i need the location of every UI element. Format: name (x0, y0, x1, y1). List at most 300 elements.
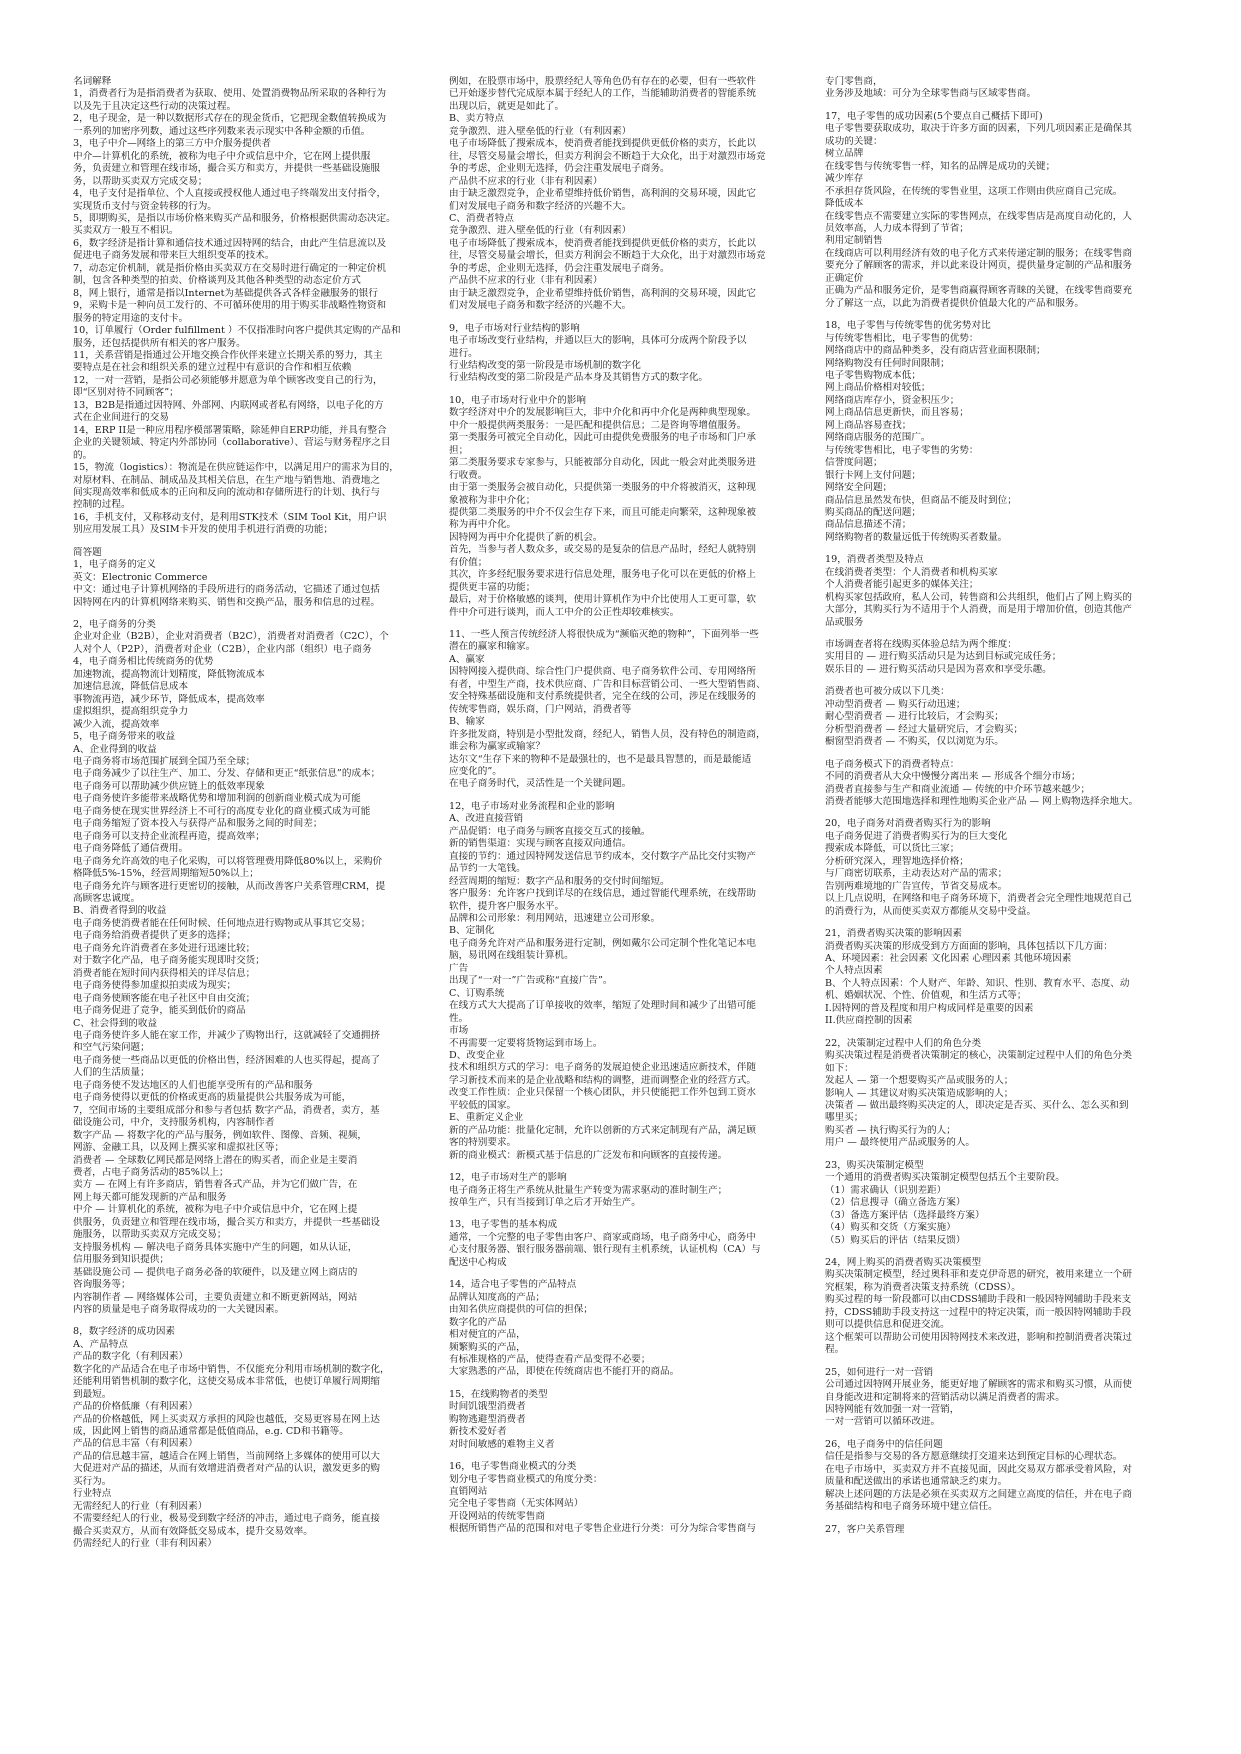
text-line: 购买商品的配送问题； (825, 506, 921, 518)
text-line: 完全电子零售商（无实体网站） (449, 1498, 584, 1510)
text-line: 搜索成本降低，可以货比三家； (825, 843, 960, 855)
text-line: 购买者 — 执行购买行为的人； (825, 1124, 956, 1136)
text-line: 其次，许多经纪服务要求进行信息处理，服务电子化可以在更低的价格上 (449, 569, 756, 581)
text-line: 电子商务减少了以往生产、加工、分发、存储和更正“纸张信息”的成本； (73, 768, 381, 780)
text-line: 大促进对产品的描述，从而有效增进消费者对产品的认识，激发更多的购 (73, 1463, 380, 1475)
text-line: 以上几点说明，在网络和电子商务环境下，消费者会完全理性地规范自己 (825, 893, 1132, 905)
text-line: B、消费者得到的收益 (73, 905, 167, 917)
text-line: 电子市场降低了搜索成本，使消费者能找到提供更低价格的卖方，长此以 (449, 138, 756, 150)
text-line: 27，客户关系管理 (825, 1523, 905, 1535)
text-line: 3，电子中介—网络上的第三方中介服务提供者 (73, 138, 271, 150)
text-line: 19，消费者类型及特点 (825, 554, 924, 566)
text-line: 分了解这一点，以此为消费者提供价值最大化的产品和服务。 (825, 297, 1085, 309)
text-line: 到最短。 (73, 1388, 112, 1400)
paragraph-gap (825, 629, 1165, 639)
text-line: 中介一般提供两类服务：一是匹配和提供信息；二是咨询等增值服务。 (449, 419, 747, 431)
text-line: 由于缺乏激烈竞争，企业希望维持低价销售，高利润的交易环境，因此它 (449, 287, 756, 299)
paragraph-gap (449, 1209, 789, 1219)
text-line: A、环境因素：社会因素 文化因素 心理因素 其他环境因素 (825, 953, 1072, 964)
text-line: 7，动态定价机制，就是指价格由买卖双方在交易时进行确定的一种定价机 (73, 262, 387, 274)
text-line: 5，电子商务带来的收益 (73, 731, 176, 743)
text-line: 实现货币支付与资金转移的行为。 (73, 200, 217, 212)
text-line: 2，电子现金，是一种以数据形式存在的现金货币，它把现金数值转换成为 (73, 113, 387, 125)
text-line: 7，空间市场的主要组成部分和参与者包括 数字产品，消费者，卖方，基 (73, 1104, 380, 1116)
text-line: 利用定制销售 (825, 235, 883, 247)
text-line: 企业的关键领域、特定内外部协同（collaborative）、营运与财务程序之目 (73, 437, 391, 449)
paragraph-gap (825, 749, 1165, 759)
text-line: 14，适合电子零售的产品特点 (449, 1279, 577, 1291)
text-line: 15，在线购物者的类型 (449, 1388, 548, 1400)
text-line: 消费者 — 全球数亿网民都是网络上潜在的购买者，而企业是主要消 (73, 1154, 358, 1166)
text-line: 产品的信息越丰富，越适合在网上销售，当前网络上多媒体的使用可以大 (73, 1450, 380, 1462)
text-line: 消费者直接参与生产和商业流通 — 传统的中介环节越来越少； (825, 783, 1091, 795)
text-line: 一对一营销可以循环改进。 (825, 1416, 941, 1428)
text-line: 担； (449, 444, 469, 456)
text-line: 公司通过因特网开展业务，能更好地了解顾客的需求和购买习惯，从而使 (825, 1379, 1132, 1391)
text-line: 不同的消费者从大众中慢慢分离出来 — 形成各个细分市场； (825, 771, 1081, 783)
text-line: 内容制作者 — 网络媒体公司，主要负责建立和不断更新网站，网站 (73, 1291, 358, 1303)
paragraph-gap (825, 310, 1165, 320)
text-line: 不需要经纪人的行业，极易受到数字经济的冲击，通过电子商务，能直接 (73, 1513, 380, 1525)
text-line: 咨询服务等； (73, 1279, 131, 1291)
text-line: 因特网为再中介化提供了新的机会。 (449, 531, 603, 543)
text-line: （4）购买和交货（方案实施） (825, 1222, 956, 1234)
text-line: 15，物流（logistics）：物流是在供应链运作中，以满足用户的需求为目的， (73, 462, 399, 474)
text-line: 18，电子零售与传统零售的优劣势对比 (825, 320, 991, 332)
text-line: 数字产品 — 将数字化的产品与服务，例如软件、图像、音频、视频， (73, 1129, 367, 1141)
text-line: 仍需经纪人的行业（非有利因素） (73, 1538, 217, 1550)
text-line: 行业结构改变的第一阶段是市场机制的数字化 (449, 359, 641, 371)
text-line: 行收费。 (449, 469, 488, 481)
text-line: 电子商务允许与顾客进行更密切的接触，从而改善客户关系管理CRM，提 (73, 880, 386, 892)
text-line: 购买决策制定模型，经过奥科菲和麦克伊奇恩的研究，被用来建立一个研 (825, 1269, 1132, 1281)
text-line: 有标准规格的产品，使得查看产品变得不必要； (449, 1353, 651, 1365)
text-line: 消费者购买决策的形成受到方方面面的影响，具体包括以下几方面： (825, 940, 1113, 952)
text-line: 购买决策过程是消费者决策制定的核心，决策制定过程中人们的角色分类 (825, 1050, 1132, 1062)
text-line: 哪里买； (825, 1112, 864, 1124)
text-line: 银行卡网上支付问题； (825, 469, 921, 481)
text-line: 品节约一大笔钱。 (449, 863, 526, 875)
text-line: 由知名供应商提供的可信的担保； (449, 1304, 593, 1316)
text-line: 直销网站 (449, 1486, 488, 1498)
paragraph-gap (825, 1514, 1165, 1524)
text-line: 新的产品功能：批量化定制，允许以创新的方式来定制现有产品，满足顾 (449, 1124, 756, 1136)
text-line: 数字经济对中介的发展影响巨大，非中介化和再中介化是两种典型现象。 (449, 407, 756, 419)
text-line: 树立品牌 (825, 148, 864, 160)
text-line: 数字化的产品适合在电子市场中销售，不仅能充分利用市场机制的数字化， (73, 1363, 390, 1375)
text-line: 争的考虑，企业则无选择，仍会注重发展电子商务。 (449, 262, 670, 274)
text-line: 信誉度问题； (825, 457, 883, 469)
text-line: 个人消费者能引起更多的媒体关注； (825, 579, 979, 591)
text-line: 的。 (73, 449, 93, 461)
paragraph-gap (449, 1379, 789, 1389)
paragraph-gap (825, 808, 1165, 818)
text-line: 们对发展电子商务和数字经济的兴趣不大。 (449, 200, 632, 212)
text-line: 平较低的国家。 (449, 1099, 517, 1111)
text-line: 控制的过程。 (73, 499, 131, 511)
text-line: 谁会称为赢家或输家？ (449, 741, 545, 753)
text-line: 电子商务使得以更低的价格或更高的质量提供公共服务成为可能， (73, 1092, 352, 1104)
text-line: 产品的价格低廉（有利因素） (73, 1401, 198, 1413)
text-line: 础设施公司，中介，支持服务机构，内容制作者 (73, 1117, 275, 1129)
text-line: 1，电子商务的定义 (73, 559, 156, 571)
text-line: 大部分，其购买行为不适用于个人消费，而是用于增加价值，创造其他产 (825, 604, 1132, 616)
text-line: 买卖双方一般互不相识。 (73, 225, 179, 237)
text-line: 9，电子市场对行业结构的影响 (449, 322, 580, 334)
text-line: 网上每天都可能发现新的产品和服务 (73, 1191, 227, 1203)
text-line: 潜在的赢家和输家。 (449, 641, 536, 653)
text-line: 最后，对于价格敏感的谈判，使用计算机作为中介比使用人工更可靠，软 (449, 594, 756, 606)
text-line: 11、一些人预言传统经济人将很快成为“濒临灭绝的物种”，下面列举一些 (449, 629, 759, 641)
text-line: 电子商务允许高效的电子化采购，可以将管理费用降低80%以上，采购价 (73, 855, 383, 867)
text-line: 客户服务：允许客户找到详尽的在线信息，通过智能代理系统，在线帮助 (449, 888, 756, 900)
text-line: 经营周期的缩短：数字产品和服务的交付时间缩短。 (449, 875, 670, 887)
text-line: 竞争激烈、进入壁垒低的行业（有利因素） (449, 225, 632, 237)
text-line: B、输家 (449, 716, 485, 728)
text-line: C、订购系统 (449, 987, 505, 999)
text-line: 25，如何进行一对一营销 (825, 1366, 934, 1378)
text-line: A、产品特点 (73, 1338, 128, 1350)
text-line: 在线方式大大提高了订单接收的效率，缩短了处理时间和减少了出错可能 (449, 1000, 756, 1012)
paragraph-gap (73, 537, 413, 547)
text-line: 行业结构改变的第二阶段是产品本身及其销售方式的数字化。 (449, 372, 709, 384)
text-line: 16，电子零售商业模式的分类 (449, 1461, 577, 1473)
text-line: 学习新技术而来的是企业战略和结构的调整，进而调整企业的经营方式。 (449, 1074, 756, 1086)
text-line: 已开始逐步替代完成原本属于经纪人的工作，当能辅助消费者的智能系统 (449, 88, 756, 100)
text-line: 8，数字经济的成功因素 (73, 1326, 176, 1338)
text-line: A、赢家 (449, 653, 485, 665)
text-line: 电子商务正将生产系统从批量生产转变为需求驱动的准时制生产； (449, 1184, 728, 1196)
text-line: I.因特网的普及程度和用户构成同样是重要的因素 (825, 1002, 1034, 1014)
text-line: 提供更丰富的功能； (449, 581, 536, 593)
text-line: D、改变企业 (449, 1049, 505, 1061)
text-line: 一系列的加密序列数，通过这些序列数来表示现实中各种金额的币值。 (73, 125, 371, 137)
text-line: 由于第一类服务会被自动化，只提供第一类服务的中介将被消灭，这种现 (449, 482, 756, 494)
text-line: 网络购物没有任何时间限制； (825, 357, 950, 369)
text-line: 分析研究深入，理智地选择价格； (825, 855, 969, 867)
text-line: 广告 (449, 962, 469, 974)
text-line: 行业特点 (73, 1488, 112, 1500)
text-line: 14，ERP II是一种应用程序模部署策略，除延伸自ERP功能，并具有整合 (73, 424, 387, 436)
text-line: 机构买家包括政府，私人公司，转售商和公共组织，他们占了网上购买的 (825, 591, 1132, 603)
text-line: 软件，提升客户服务水平。 (449, 900, 565, 912)
text-line: 企业对企业（B2B），企业对消费者（B2C），消费者对消费者（C2C），个 (73, 631, 389, 643)
text-line: 市场 (449, 1025, 469, 1037)
text-line: 员效率高，人力成本得到了节省； (825, 222, 969, 234)
text-line: 供服务，负责建立和管理在线市场，撮合买方和卖方，并提供一些基础设 (73, 1216, 380, 1228)
text-column-right (825, 76, 1165, 1736)
text-line: 22，决策制定过程中人们的角色分类 (825, 1037, 982, 1049)
text-line: 与传统零售相比，电子零售的劣势： (825, 444, 979, 456)
text-line: 出现了“一对一”广告或称“直接广告”。 (449, 975, 613, 987)
paragraph-gap (825, 918, 1165, 928)
text-line: 消费者能够大范围地选择和理性地购买企业产品 — 网上购物选择余地大。 (825, 796, 1139, 808)
text-line: 9，采购卡是一种向员工发行的、不可循环使用的用于购买非战略性物资和 (73, 300, 387, 312)
text-line: 品牌和公司形象：利用网站，迅速建立公司形象。 (449, 913, 661, 924)
text-line: 有者，中型生产商，技术供应商、广告和目标营销公司、一些大型销售商、 (449, 678, 766, 690)
text-line: 23，购买决策制定模型 (825, 1159, 924, 1171)
text-line: 电子商务使消费者能在任何时候、任何地点进行购物或从事其它交易； (73, 917, 371, 929)
text-line: 加速物流，提高物流计划精度，降低物流成本 (73, 668, 265, 680)
text-line: 网上商品价格相对较低； (825, 382, 931, 394)
text-line: 还能利用销售机制的数字化，这使交易成本非常低，也使订单履行周期缩 (73, 1376, 380, 1388)
text-line: 要充分了解顾客的需求，并以此来设计网页，提供量身定制的产品和服务 (825, 260, 1132, 272)
text-line: 基础设施公司 — 提供电子商务必备的软硬件，以及建立网上商店的 (73, 1266, 358, 1278)
text-line: 式在企业间进行的交易 (73, 412, 169, 424)
text-line: 事物流再造，减少环节，降低成本，提高效率 (73, 693, 265, 705)
text-line: 产品的价格越低，网上买卖双方承担的风险也越低，交易更容易在网上达 (73, 1413, 380, 1425)
text-line: 决策者 — 做出最终购买决定的人，即决定是否买、买什么、怎么买和到 (825, 1099, 1129, 1111)
paragraph-gap (825, 1247, 1165, 1257)
text-line: A、企业得到的收益 (73, 743, 157, 755)
text-line: 1，消费者行为是指消费者为获取、使用、处置消费物品所采取的各种行为 (73, 88, 387, 100)
text-line: 简答题 (73, 546, 102, 558)
text-line: 10，订单履行（Order fulfillment ）不仅指准时向客户提供其定购的产品和 (73, 325, 401, 337)
text-line: 电子商务促进了消费者购买行为的巨大变化 (825, 830, 1008, 842)
text-line: 电子商务降低了通信费用。 (73, 843, 189, 855)
text-line: 商品信息虽然发布快，但商品不能及时到位； (825, 494, 1017, 506)
text-line: 别应用发展工具）及SIM卡开发的使用手机进行消费的功能； (73, 524, 334, 536)
text-line: 配送中心构成 (449, 1256, 507, 1268)
text-line: 们对发展电子商务和数字经济的兴趣不大。 (449, 300, 632, 312)
text-line: 名词解释 (73, 76, 112, 87)
text-line: 消费者能在短时间内获得相关的详尽信息； (73, 967, 256, 979)
text-line: （2）信息搜寻（确立备选方案） (825, 1197, 966, 1209)
text-line: 11，关系营销是指通过公开地交换合作伙伴来建立长期关系的努力，其主 (73, 349, 383, 361)
text-line: 信用服务到知识提供； (73, 1254, 169, 1266)
text-line: 格降低5%-15%，经营周期缩短50%以上； (73, 868, 259, 880)
text-line: 网上商品容易查找； (825, 419, 912, 431)
text-line: 大家熟悉的产品，即使在传统商店也不能打开的商品。 (449, 1366, 680, 1378)
text-line: 网游、金融工具，以及网上撰买家和虚拟社区等； (73, 1142, 285, 1154)
text-line: 10，电子市场对行业中介的影响 (449, 394, 586, 406)
text-line: 人们的生活质量； (73, 1067, 150, 1079)
text-line: 费者，占电子商务活动的85%以上； (73, 1166, 229, 1178)
text-line: 自身能改进和定制将来的营销活动以满足消费者的需求。 (825, 1391, 1065, 1403)
paragraph-gap (449, 1451, 789, 1461)
text-line: 时间饥饿型消费者 (449, 1401, 526, 1413)
text-line: 解决上述问题的方法是必须在买卖双方之间建立高度的信任，并在电子商 (825, 1488, 1132, 1500)
text-line: （1）需求确认（识别差距） (825, 1184, 947, 1196)
text-line: 对于数字化产品，电子商务能实现即时交货； (73, 955, 265, 967)
text-line: 务基础结构和电子商务环境中建立信任。 (825, 1501, 998, 1513)
text-line: 品牌认知度高的产品； (449, 1291, 545, 1303)
text-line: 电子零售要获取成功，取决于许多方面的因素，下列几项因素正是确保其 (825, 123, 1132, 135)
text-line: 因特网在内的计算机网络来购买、销售和交换产品，服务和信息的过程。 (73, 596, 380, 608)
text-line: C、社会得到的收益 (73, 1017, 158, 1029)
text-line: 13，B2B是指通过因特网、外部网、内联网或者私有网络，以电子化的方 (73, 399, 384, 411)
text-line: 如下： (825, 1062, 854, 1074)
text-line: 进行。 (449, 347, 478, 359)
text-line: 分析型消费者 — 经过大量研究后，才会购买； (825, 723, 1023, 735)
text-line: 性。 (449, 1012, 469, 1024)
text-line: 务，负责建立和管理在线市场，撮合买方和卖方，并提供一些基础设施服 (73, 163, 380, 175)
paragraph-gap (825, 1429, 1165, 1439)
text-column-middle (449, 76, 789, 1736)
text-line: 质量和配送做出的承诺也通常缺乏约束力。 (825, 1476, 1008, 1488)
text-line: B、个人特点因素：个人财产、年龄、知识、性别、教育水平、态度、动 (825, 977, 1130, 989)
text-line: 持，CDSS辅助手段支持这一过程中的特定决策，而一般因特网辅助手段 (825, 1306, 1132, 1318)
text-line: 产品供不应求的行业（非有利因素） (449, 175, 603, 187)
text-line: 由于缺乏激烈竞争，企业希望维持低价销售，高利润的交易环境，因此它 (449, 188, 756, 200)
text-line: 8，网上银行，通常是指以Internet为基础提供各式各样金融服务的银行 (73, 287, 378, 299)
text-line: C、消费者特点 (449, 212, 514, 224)
text-line: 有价值； (449, 556, 488, 568)
text-line: 减少入流，提高效率 (73, 718, 160, 730)
text-line: 例如，在股票市场中，股票经纪人等角色仍有存在的必要，但有一些软件 (449, 76, 756, 87)
text-line: 机、婚姻状况、个性、价值观，和生活方式等； (825, 990, 1027, 1002)
text-line: 改变工作性质：企业只保留一个核心团队，并只使能把工作外包到工资水 (449, 1087, 756, 1099)
text-line: 数字化的产品 (449, 1316, 507, 1328)
text-line: 则可以提供信息和促进交流。 (825, 1319, 950, 1331)
text-line: 新的商业模式：新模式基于信息的广泛发布和向顾客的直接传递。 (449, 1149, 728, 1161)
text-line: 5，即期购买，是指以市场价格来购买产品和服务，价格根据供需动态决定。 (73, 212, 396, 224)
text-line: 降低成本 (825, 198, 864, 210)
text-line: 服务，还包括提供所有相关的客户服务。 (73, 337, 246, 349)
text-line: 开设网站的传统零售商 (449, 1510, 545, 1522)
text-column-left (73, 76, 413, 1736)
text-line: 告别两难境地的广告宣传，节省交易成本。 (825, 880, 1008, 892)
text-line: 支持服务机构 — 解决电子商务具体实施中产生的问题，如从认证， (73, 1241, 358, 1253)
text-line: 件中介可进行谈判，而人工中介的公正性却较难核实。 (449, 606, 680, 618)
text-line: 网络购物者的数量远低于传统购买者数量。 (825, 531, 1008, 543)
paragraph-gap (449, 313, 789, 323)
paragraph-gap (825, 544, 1165, 554)
paragraph-gap (825, 101, 1165, 111)
text-line: 网上商品信息更新快，而且容易； (825, 407, 969, 419)
text-line: 加速信息流，降低信息成本 (73, 681, 189, 693)
text-line: 因特网能有效加强一对一营销， (825, 1403, 960, 1415)
text-line: 虚拟组织，提高组织竞争力 (73, 706, 189, 718)
text-line: 电子商务给消费者提供了更多的选择； (73, 930, 237, 942)
text-line: 究框架，称为消费者决策支持系统（CDSS）。 (825, 1281, 1021, 1293)
text-line: 商品信息描述不清； (825, 519, 912, 531)
text-line: 13，电子零售的基本构成 (449, 1219, 558, 1231)
text-line: 12，电子市场对业务流程和企业的影响 (449, 800, 615, 812)
text-line: 通常，一个完整的电子零售由客户、商家或商场，电子商务中心，商务中 (449, 1231, 756, 1243)
text-line: 6，数字经济是指计算和通信技术通过因特网的结合，由此产生信息流以及 (73, 237, 387, 249)
text-line: 电子商务可以支持企业流程再造，提高效率； (73, 830, 265, 842)
text-line: 无需经纪人的行业（有利因素） (73, 1500, 208, 1512)
text-line: 往，尽管交易量会增长，但卖方利润会不断趋于大众化，出于对激烈市场竞 (449, 150, 766, 162)
text-line: 一个通用的消费者购买决策制定模型包括五个主要阶段。 (825, 1172, 1065, 1184)
text-line: 4，电子商务相比传统商务的优势 (73, 656, 214, 668)
text-line: 不承担存货风险，在传统的零售业里，这项工作则由供应商自己完成。 (825, 185, 1123, 197)
text-line: 电子商务使许多人能在家工作，并减少了购物出行，这就减轻了交通拥挤 (73, 1029, 380, 1041)
text-line: 的消费行为，从而使买卖双方都能从交易中受益。 (825, 905, 1037, 917)
text-line: 争的考虑，企业则无选择，仍会注重发展电子商务。 (449, 163, 670, 175)
text-line: 在电子商务时代，灵活性是一个关键问题。 (449, 778, 632, 790)
text-line: 业务涉及地域：可分为全球零售商与区域零售商。 (825, 88, 1037, 100)
text-line: 在线零售与传统零售一样，知名的品牌是成功的关键； (825, 160, 1056, 172)
text-line: 电子商务允许消费者在多处进行迅速比较； (73, 942, 256, 954)
text-line: 专门零售商， (825, 76, 883, 87)
text-line: 电子零售购物成本低； (825, 369, 921, 381)
text-line: 内容的质量是电子商务取得成功的一大关键因素。 (73, 1303, 285, 1315)
text-line: 程。 (825, 1344, 845, 1356)
text-line: 第一类服务可被完全自动化，因此可由提供免费服务的电子市场和门户承 (449, 432, 756, 444)
text-line: （5）购买后的评估（结果反馈） (825, 1234, 966, 1246)
text-line: 购买过程的每一阶段都可以由CDSS辅助手段和一般因特网辅助手段来支 (825, 1294, 1132, 1306)
text-line: 与厂商密切联系，主动表达对产品的需求； (825, 868, 1008, 880)
text-line: 在线消费者类型：个人消费者和机构买家 (825, 566, 998, 578)
text-line: 电子商务使不发达地区的人们也能享受所有的产品和服务 (73, 1079, 313, 1091)
text-line: 根据所销售产品的范围和对电子零售企业进行分类：可分为综合零售商与 (449, 1523, 756, 1535)
text-line: 产品供不应求的行业（非有利因素） (449, 275, 603, 287)
text-line: 20，电子商务对消费者购买行为的影响 (825, 818, 991, 830)
text-line: E、重新定义企业 (449, 1112, 524, 1124)
text-line: 达尔文“生存下来的物种不是最强壮的，也不是最具智慧的，而是最能适 (449, 753, 752, 765)
paragraph-gap (73, 1316, 413, 1326)
text-line: 12，电子市场对生产的影响 (449, 1172, 567, 1184)
text-line: 电子商务允许对产品和服务进行定制，例如戴尔公司定制个性化笔记本电 (449, 937, 756, 949)
text-line: B、卖方特点 (449, 113, 505, 125)
text-line: 以及先于且决定这些行动的决策过程。 (73, 100, 237, 112)
text-line: 务，以帮助买卖双方完成交易； (73, 175, 208, 187)
text-line: 16，手机支付，又称移动支付，是利用STK技术（SIM Tool Kit，用户识 (73, 511, 387, 523)
text-line: 新的销售渠道：实现与顾客直接双向通信。 (449, 838, 632, 850)
text-line: 娱乐目的 — 进行购买活动只是因为喜欢和享受乐趣。 (825, 663, 1052, 675)
text-line: 心支付服务器、银行服务器前端、银行现有主机系统，认证机构（CA）与 (449, 1244, 761, 1256)
text-line: 施服务，以帮助买卖双方完成交易； (73, 1229, 227, 1241)
text-line: 因特网接入提供商、综合性门户提供商、电子商务软件公司、专用网络所 (449, 666, 756, 678)
text-line: 产品的信息丰富（有利因素） (73, 1438, 198, 1450)
text-line: 在电子市场中，买卖双方并不直接见面，因此交易双方都承受着风险，对 (825, 1463, 1132, 1475)
text-line: 要特点是在社会和组织关系的建立过程中有意识的合作和相互依赖 (73, 362, 352, 374)
text-line: 高顾客忠诚度。 (73, 893, 141, 904)
text-line: 和空气污染问题； (73, 1042, 150, 1054)
paragraph-gap (825, 1028, 1165, 1038)
text-line: 促进电子商务发展和带来巨大组织变革的技术。 (73, 250, 275, 262)
text-line: 间实现高效率和低成本的正向和反向的流动和存储所进行的计划、执行与 (73, 486, 380, 498)
text-line: 用户 — 最终使用产品或服务的人。 (825, 1137, 976, 1149)
text-line: 人对个人（P2P），消费者对企业（C2B），企业内部（组织）电子商务 (73, 643, 372, 655)
paragraph-gap (449, 619, 789, 629)
text-line: 耐心型消费者 — 进行比较后，才会购买； (825, 711, 1004, 723)
text-line: 产品的数字化（有利因素） (73, 1351, 189, 1363)
text-line: 安全特殊基础设施和支付系统提供者，完全在线的公司，涉足在线服务的 (449, 691, 756, 703)
text-line: 客的特别要求。 (449, 1137, 517, 1149)
text-line: 英文：Electronic Commerce (73, 571, 208, 583)
text-line: 新技术爱好者 (449, 1426, 507, 1438)
text-line: 正确为产品和服务定价，是零售商赢得顾客青睐的关键，在线零售商要充 (825, 285, 1132, 297)
text-line: 2，电子商务的分类 (73, 619, 156, 631)
paragraph-gap (449, 385, 789, 395)
text-line: 冲动型消费者 — 购买行动迅速； (825, 698, 966, 710)
text-line: 脑，易讯网在线组装计算机。 (449, 950, 574, 962)
text-line: 服务的特定用途的支付卡。 (73, 312, 189, 324)
text-line: 电子商务使得参加虚拟拍卖成为现实； (73, 980, 237, 992)
text-line: 正确定价 (825, 272, 864, 284)
text-line: 橱窗型消费者 — 不购买，仅以浏览为乐。 (825, 736, 1004, 748)
text-line: 频繁购买的产品， (449, 1341, 526, 1353)
text-line: 按单生产，只有当接到订单之后才开始生产。 (449, 1196, 641, 1208)
paragraph-gap (449, 1162, 789, 1172)
text-line: 技术和组织方式的学习：电子商务的发展迫使企业迅速适应新技术，伴随 (449, 1062, 756, 1074)
text-line: 对时间敏感的难物主义者 (449, 1438, 555, 1450)
text-line: 这个框架可以帮助公司使用因特网技术来改进，影响和控制消费者决策过 (825, 1331, 1132, 1343)
text-line: 中介 — 计算机化的系统，被称为电子中介或信息中介，它在网上提 (73, 1204, 358, 1216)
text-line: 第二类服务要求专家参与，只能被部分自动化，因此一般会对此类服务进 (449, 457, 756, 469)
text-line: 许多批发商，特别是小型批发商，经纪人，销售人员，没有特色的制造商， (449, 728, 766, 740)
text-line: 26，电子商务中的信任问题 (825, 1438, 943, 1450)
text-line: 应变化的”。 (449, 766, 502, 778)
text-line: 购物逃避型消费者 (449, 1413, 526, 1425)
text-line: 21，消费者购买决策的影响因素 (825, 928, 962, 940)
text-line: 传统零售商，娱乐商，门户网站，消费者等 (449, 703, 632, 715)
text-line: 与传统零售相比，电子零售的优势： (825, 332, 979, 344)
paragraph-gap (449, 791, 789, 801)
